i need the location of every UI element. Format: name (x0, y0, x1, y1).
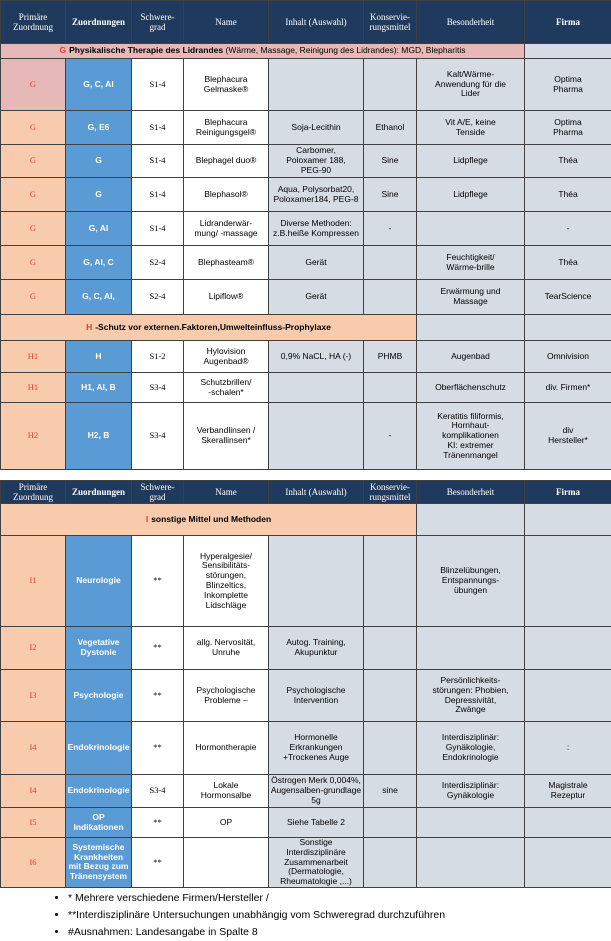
table-row (1, 373, 611, 403)
cell-company (525, 838, 611, 888)
cell-severity: S1-4 (132, 59, 184, 111)
cell-name: Lidranderwär- mung/ -massage (184, 212, 269, 246)
cell-special-feature: Keratitis filiformis, Hornhaut- komplikationen KI: extremer Tränenmangel (417, 403, 525, 470)
cell-assignments: G (66, 178, 132, 212)
cell-assignments: G, C, Al, (66, 280, 132, 315)
cell-name: Blephacura Gelmaske® (184, 59, 269, 111)
cell-primary-assignment: G (1, 212, 66, 246)
cell-assignments: Psychologie (66, 670, 132, 722)
cell-contents: Soja-Lecithin (269, 111, 364, 145)
section-title: I sonstige Mittel und Methoden (1, 504, 417, 536)
cell-name: Blephagel duo® (184, 145, 269, 178)
cell-company: Optima Pharma (525, 111, 611, 145)
cell-contents (269, 403, 364, 470)
section-row (1, 315, 611, 341)
cell-special-feature: Augenbad (417, 341, 525, 373)
cell-contents: 0,9% NaCL, HA (-) (269, 341, 364, 373)
cell-primary-assignment: I1 (1, 536, 66, 627)
cell-primary-assignment: I2 (1, 627, 66, 670)
cell-special-feature: Erwärmung und Massage (417, 280, 525, 315)
cell-special-feature: Interdisziplinär: Gynäkologie, Endokrinologie (417, 722, 525, 775)
cell-assignments: Systemische Krankheiten mit Bezug zum Tränensystem (66, 838, 132, 888)
header-name: Name (184, 481, 269, 504)
cell-severity: S1-2 (132, 341, 184, 373)
cell-primary-assignment: G (1, 178, 66, 212)
cell-preservative: - (364, 403, 417, 470)
cell-name: Blephasol® (184, 178, 269, 212)
cell-company: Optima Pharma (525, 59, 611, 111)
cell-company: div. Firmen* (525, 373, 611, 403)
cell-severity: ** (132, 722, 184, 775)
cell-special-feature: Interdisziplinär: Gynäkologie (417, 775, 525, 808)
table-row (1, 775, 611, 808)
cell-preservative (364, 670, 417, 722)
header-preservative: Konservie- rungsmittel (364, 481, 417, 504)
table-row (1, 212, 611, 246)
cell-contents: Diverse Methoden: z.B.heiße Kompressen (269, 212, 364, 246)
cell-contents: Sonstige Interdisziplinäre Zusammenarbeit (Dermatologie, Rheumatologie ,...) (269, 838, 364, 888)
cell-assignments: G, C, Al (66, 59, 132, 111)
cell-preservative: - (364, 212, 417, 246)
section-title: G Physikalische Therapie des Lidrandes (Wärme, Massage, Reinigung des Lidrandes): MGD, Blepharitis (1, 44, 525, 59)
cell-contents: Gerät (269, 246, 364, 280)
cell-special-feature (417, 212, 525, 246)
cell-preservative (364, 536, 417, 627)
header-severity: Schwere- grad (132, 481, 184, 504)
cell-primary-assignment: G (1, 246, 66, 280)
cell-special-feature: Blinzelübungen, Entspannungs- übungen (417, 536, 525, 627)
cell-severity: S3-4 (132, 775, 184, 808)
footnote: • #Ausnahmen: Landesangabe in Spalte 8 (68, 924, 611, 941)
cell-assignments: H1, Al, B (66, 373, 132, 403)
cell-special-feature (417, 808, 525, 838)
section-title: H -Schutz vor externen.Faktoren,Umwelteinfluss-Prophylaxe (1, 315, 417, 341)
cell-preservative (364, 280, 417, 315)
cell-assignments: Endokrinologie (66, 775, 132, 808)
cell-contents: Carbomer, Poloxamer 188, PEG-90 (269, 145, 364, 178)
cell-special-feature: Feuchtigkeit/ Wärme-brille (417, 246, 525, 280)
header-severity: Schwere- grad (132, 1, 184, 44)
header-assignments: Zuordnungen (66, 481, 132, 504)
empty-cell (525, 504, 611, 536)
cell-primary-assignment: I5 (1, 808, 66, 838)
cell-preservative: PHMB (364, 341, 417, 373)
header-assignments: Zuordnungen (66, 1, 132, 44)
cell-name: Blephasteam® (184, 246, 269, 280)
cell-primary-assignment: G (1, 59, 66, 111)
cell-assignments: OP Indikationen (66, 808, 132, 838)
table-row (1, 341, 611, 373)
cell-name: Schutzbrillen/ -schalen* (184, 373, 269, 403)
table-row (1, 808, 611, 838)
footnote: • * Mehrere verschiedene Firmen/Hersteller / (68, 890, 611, 907)
cell-severity: S2-4 (132, 246, 184, 280)
cell-company: Omnivision (525, 341, 611, 373)
table-row (1, 246, 611, 280)
cell-severity: S1-4 (132, 212, 184, 246)
empty-cell (525, 315, 611, 341)
cell-special-feature: Lidpflege (417, 178, 525, 212)
cell-preservative (364, 808, 417, 838)
cell-contents (269, 59, 364, 111)
cell-name: allg. Nervosität, Unruhe (184, 627, 269, 670)
cell-assignments: G, Al (66, 212, 132, 246)
cell-preservative: Sine (364, 145, 417, 178)
cell-company: Théa (525, 145, 611, 178)
cell-severity: S1-4 (132, 145, 184, 178)
cell-primary-assignment: H1 (1, 373, 66, 403)
cell-contents (269, 373, 364, 403)
cell-assignments: Endokrinologie (66, 722, 132, 775)
table-row (1, 403, 611, 470)
cell-primary-assignment: I3 (1, 670, 66, 722)
cell-company (525, 536, 611, 627)
cell-assignments: G, Al, C (66, 246, 132, 280)
header-preservative: Konservie- rungsmittel (364, 1, 417, 44)
cell-primary-assignment: H2 (1, 403, 66, 470)
therapy-table-g-h (0, 0, 611, 470)
cell-assignments: H (66, 341, 132, 373)
cell-preservative: Sine (364, 178, 417, 212)
cell-company: div Hersteller* (525, 403, 611, 470)
cell-contents: Aqua, Polysorbat20, Poloxamer184, PEG-8 (269, 178, 364, 212)
cell-company: Théa (525, 246, 611, 280)
cell-primary-assignment: G (1, 280, 66, 315)
table-row (1, 627, 611, 670)
cell-preservative (364, 627, 417, 670)
footnotes (48, 890, 611, 941)
table-row (1, 536, 611, 627)
footnote: • **Interdisziplinäre Untersuchungen unabhängig vom Schweregrad durchzuführen (68, 907, 611, 924)
cell-contents: Autog. Training, Akupunktur (269, 627, 364, 670)
cell-name: Psychologische Probleme – (184, 670, 269, 722)
cell-special-feature: Kalt/Wärme- Anwendung für die Lider (417, 59, 525, 111)
table-row (1, 178, 611, 212)
cell-severity: ** (132, 808, 184, 838)
cell-contents (269, 536, 364, 627)
table-row (1, 111, 611, 145)
therapy-table-i (0, 480, 611, 888)
cell-assignments: G, E6 (66, 111, 132, 145)
header-row (1, 481, 611, 504)
cell-name: Hyperalgesie/ Sensibilitäts- störungen, Blinzeltics, Inkomplette Lidschläge (184, 536, 269, 627)
section-row (1, 504, 611, 536)
cell-special-feature: Oberflächenschutz (417, 373, 525, 403)
header-company: Firma (525, 1, 611, 44)
cell-contents: Psychologische Intervention (269, 670, 364, 722)
cell-company: TearScience (525, 280, 611, 315)
empty-cell (417, 504, 525, 536)
cell-contents: Hormonelle Erkrankungen +Trockenes Auge (269, 722, 364, 775)
cell-severity: ** (132, 838, 184, 888)
cell-name (184, 838, 269, 888)
cell-assignments: Vegetative Dystonie (66, 627, 132, 670)
cell-company: Théa (525, 178, 611, 212)
cell-company (525, 808, 611, 838)
cell-preservative (364, 722, 417, 775)
cell-severity: S3-4 (132, 373, 184, 403)
cell-primary-assignment: I6 (1, 838, 66, 888)
cell-preservative (364, 246, 417, 280)
table-row (1, 59, 611, 111)
cell-severity: ** (132, 627, 184, 670)
cell-name: Hylovision Augenbad® (184, 341, 269, 373)
cell-special-feature (417, 627, 525, 670)
cell-name: Hormontherapie (184, 722, 269, 775)
cell-primary-assignment: H1 (1, 341, 66, 373)
cell-name: Blephacura Reinigungsgel® (184, 111, 269, 145)
header-special-feature: Besonderheit (417, 481, 525, 504)
cell-primary-assignment: I4 (1, 722, 66, 775)
header-contents: Inhalt (Auswahl) (269, 1, 364, 44)
cell-severity: S3-4 (132, 403, 184, 470)
header-row (1, 1, 611, 44)
cell-severity: ** (132, 536, 184, 627)
cell-name: Verbandlinsen / Skerallinsen* (184, 403, 269, 470)
cell-preservative (364, 59, 417, 111)
empty-cell (525, 44, 611, 59)
cell-contents: Siehe Tabelle 2 (269, 808, 364, 838)
cell-severity: S2-4 (132, 280, 184, 315)
table-row (1, 838, 611, 888)
cell-assignments: Neurologie (66, 536, 132, 627)
cell-contents: Östrogen Merk 0,004%, Augensalben-grundlage 5g (269, 775, 364, 808)
cell-preservative: sine (364, 775, 417, 808)
header-name: Name (184, 1, 269, 44)
header-special-feature: Besonderheit (417, 1, 525, 44)
cell-severity: ** (132, 670, 184, 722)
cell-contents: Gerät (269, 280, 364, 315)
cell-special-feature: Vit A/E, keine Tenside (417, 111, 525, 145)
table-row (1, 670, 611, 722)
table-row (1, 722, 611, 775)
header-contents: Inhalt (Auswahl) (269, 481, 364, 504)
cell-preservative (364, 373, 417, 403)
cell-company: : (525, 722, 611, 775)
header-primary-assignment: Primäre Zuordnung (1, 1, 66, 44)
header-company: Firma (525, 481, 611, 504)
cell-primary-assignment: G (1, 145, 66, 178)
header-primary-assignment: Primäre Zuordnung (1, 481, 66, 504)
table-row (1, 145, 611, 178)
cell-assignments: H2, B (66, 403, 132, 470)
cell-special-feature: Lidpflege (417, 145, 525, 178)
cell-severity: S1-4 (132, 111, 184, 145)
section-row (1, 44, 611, 59)
cell-name: Lokale Hormonsalbe (184, 775, 269, 808)
cell-preservative: Ethanol (364, 111, 417, 145)
cell-special-feature (417, 838, 525, 888)
cell-preservative (364, 838, 417, 888)
cell-special-feature: Persönlichkeits- störungen: Phobien, Depressivität, Zwänge (417, 670, 525, 722)
empty-cell (417, 315, 525, 341)
table-row (1, 280, 611, 315)
cell-company (525, 670, 611, 722)
cell-name: Lipiflow® (184, 280, 269, 315)
cell-primary-assignment: G (1, 111, 66, 145)
cell-name: OP (184, 808, 269, 838)
cell-company (525, 627, 611, 670)
cell-severity: S1-4 (132, 178, 184, 212)
cell-company: - (525, 212, 611, 246)
cell-assignments: G (66, 145, 132, 178)
cell-primary-assignment: I4 (1, 775, 66, 808)
cell-company: Magistrale Rezeptur (525, 775, 611, 808)
